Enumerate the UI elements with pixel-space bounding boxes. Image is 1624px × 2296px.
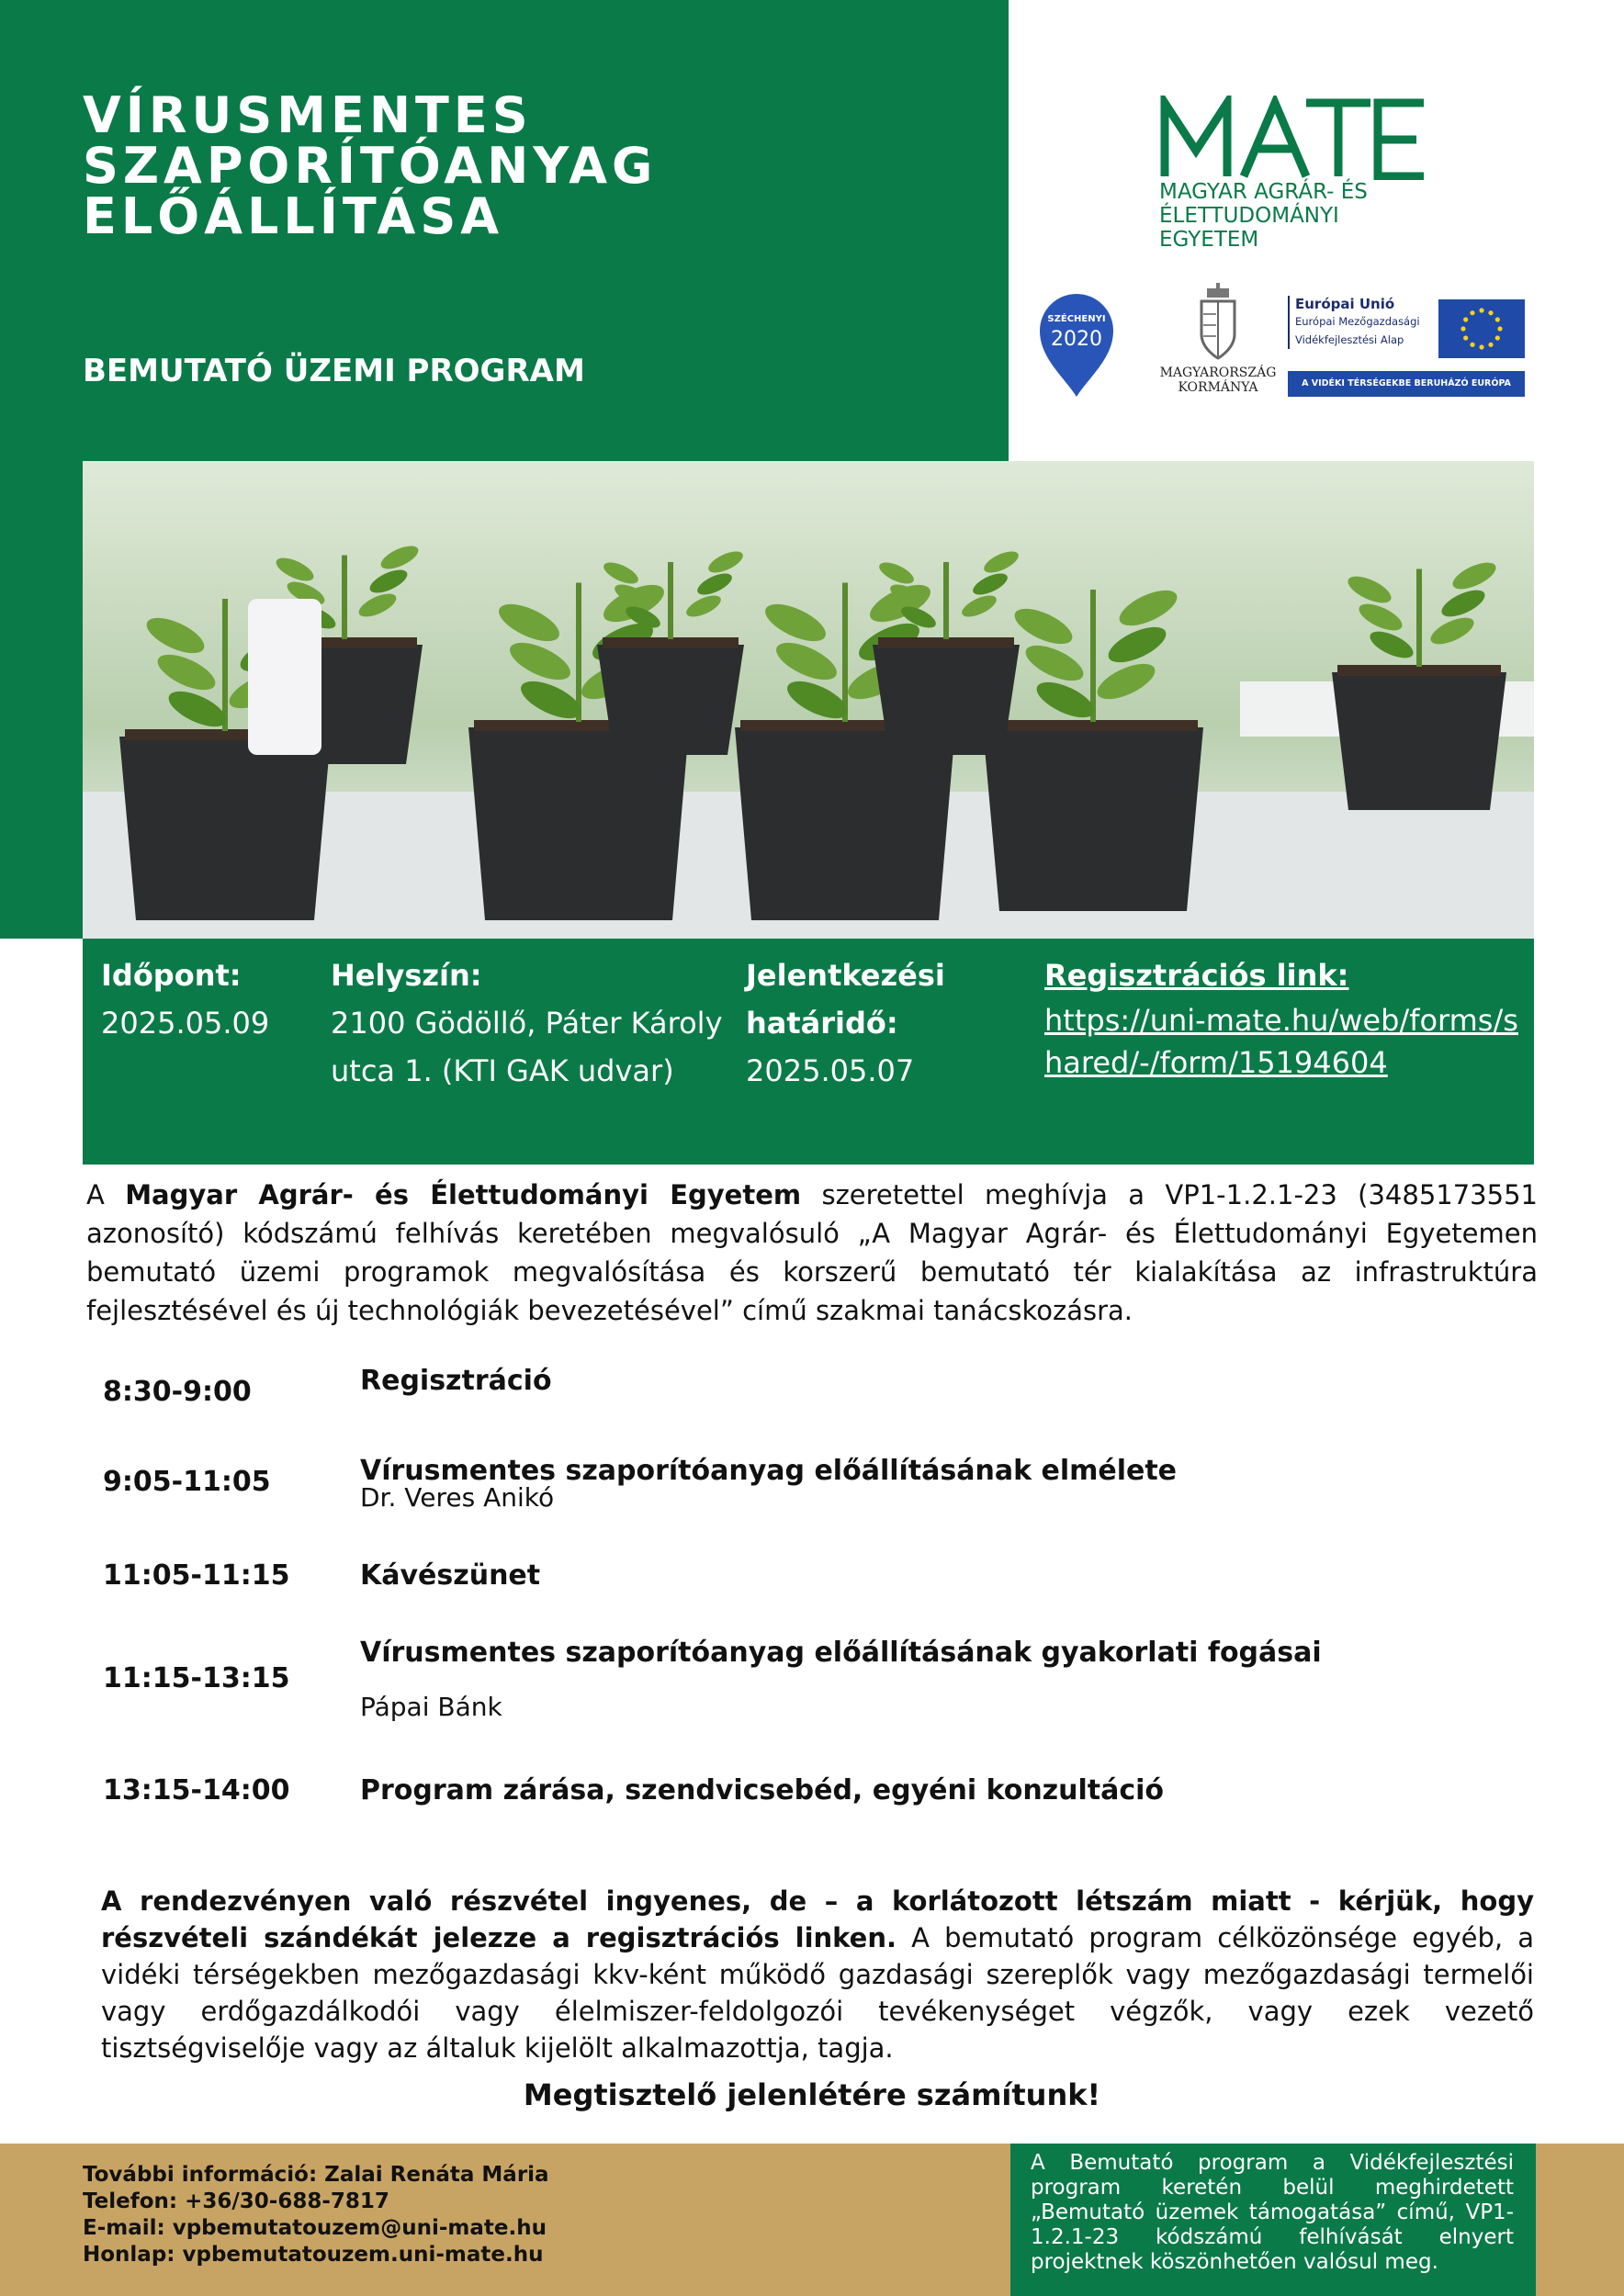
page-subtitle: BEMUTATÓ ÜZEMI PROGRAM — [83, 353, 585, 389]
eu-star-icon — [1470, 310, 1474, 315]
label-bottle — [248, 599, 321, 755]
contact-block — [83, 2162, 549, 2268]
eu-star-icon — [1488, 310, 1493, 315]
plant-pot — [468, 727, 689, 920]
registration-label: Regisztrációs link: — [1044, 958, 1349, 993]
plant-pot — [597, 645, 744, 755]
intro-rest: szeretettel meghívja a VP1-1.2.1-23 (3485173551 azonosító) kódszámú felhívás keretében megvalósuló „A Magyar Agrár- és Élettudományi Egyetemen bemutató üzemi programok megvalósítása és korszerű bemutató tér kialakítása az infrastruktúra fejlesztésével és új technológiák bevezetésével” című szakmai tanácskozásra. — [86, 1179, 1538, 1326]
location-value: 2100 Gödöllő, Páter Károly utca 1. (KTI GAK udvar) — [331, 1006, 723, 1088]
registration-link[interactable]: https://uni-mate.hu/web/forms/shared/-/form/15194604 — [1044, 1003, 1518, 1080]
deadline-column — [746, 951, 1012, 1095]
eu-logo — [1288, 296, 1525, 388]
plant-pot — [873, 645, 1020, 755]
location-column — [331, 951, 726, 1095]
page-title: VÍRUSMENTES SZAPORÍTÓANYAG ELŐÁLLÍTÁSA — [83, 86, 658, 245]
participation-rest: A bemutató program célközönsége egyéb, a vidéki térségekben mezőgazdasági kkv-ként működő gazdasági szereplők vagy mezőgazdasági termelői vagy erdőgazdálkodói vagy élelmiszer-feldolgozói tevékenységet végzők, vagy ezek vezető tisztségviselője vagy az általuk kijelölt alkalmazottja, tagja. — [101, 1922, 1534, 2064]
event-info-band — [83, 939, 1534, 1165]
eu-star-icon — [1463, 335, 1468, 340]
coat-of-arms-icon — [1196, 283, 1240, 362]
location-label: Helyszín: — [331, 958, 482, 993]
deadline-label: Jelentkezési határidő: — [746, 958, 945, 1041]
eu-text-block — [1288, 296, 1433, 349]
kormany-text: MAGYARORSZÁG KORMÁNYA — [1159, 366, 1277, 395]
schedule-time: 11:05-11:15 — [103, 1559, 290, 1592]
eu-slogan-bar: A VIDÉKI TÉRSÉGEKBE BERUHÁZÓ EURÓPA — [1288, 371, 1525, 397]
plant-pot — [735, 727, 955, 920]
eu-star-icon — [1479, 308, 1483, 312]
intro-start: A — [86, 1179, 126, 1210]
eu-star-icon — [1463, 317, 1468, 321]
intro-paragraph — [86, 1176, 1538, 1330]
schedule-title: Program zárása, szendvicsebéd, egyéni konzultáció — [360, 1774, 1165, 1806]
szechenyi-2020-logo — [1036, 290, 1117, 399]
closing-line: Megtisztelő jelenlétére számítunk! — [523, 2077, 1101, 2112]
deadline-value: 2025.05.07 — [746, 1053, 915, 1088]
schedule-title: Vírusmentes szaporítóanyag előállításának gyakorlati fogásai — [360, 1637, 1322, 1669]
contact-phone: Telefon: +36/30-688-7817 — [83, 2189, 389, 2213]
plant-pot — [1332, 672, 1506, 810]
szechenyi-year: 2020 — [1051, 328, 1102, 351]
eu-fund-line1: Európai Mezőgazdasági — [1295, 315, 1420, 328]
date-column — [101, 951, 303, 1047]
eu-star-icon — [1470, 343, 1474, 347]
schedule-title: Kávészünet — [360, 1559, 541, 1592]
funding-note: A Bemutató program a Vidékfejlesztési program keretén belül meghirdetett „Bemutató üzemek támogatása” című, VP1-1.2.1-23 kódszámú felhívását elnyert projektnek köszönhetően valósul meg. — [1031, 2151, 1514, 2274]
schedule-time: 8:30-9:00 — [103, 1376, 252, 1408]
seedlings-photo — [83, 461, 1534, 939]
schedule-time: 9:05-11:05 — [103, 1466, 271, 1498]
participation-bold: A rendezvényen való részvétel ingyenes, de – a korlátozott létszám miatt - kérjük, hogy részvételi szándékát jelezze a regisztrációs linken. — [101, 1885, 1534, 1953]
participation-paragraph — [101, 1883, 1534, 2066]
eu-star-icon — [1488, 343, 1493, 347]
schedule-title: Vírusmentes szaporítóanyag előállításának elmélete — [360, 1455, 1178, 1487]
plant-pot — [983, 727, 1203, 911]
eu-fund-line2: Vidékfejlesztési Alap — [1295, 333, 1404, 346]
intro-organization: Magyar Agrár- és Élettudományi Egyetem — [125, 1179, 802, 1210]
contact-website: Honlap: vpbemutatouzem.uni-mate.hu — [83, 2243, 544, 2267]
schedule-time: 13:15-14:00 — [103, 1774, 290, 1806]
eu-star-icon — [1460, 326, 1465, 331]
contact-person: További információ: Zalai Renáta Mária — [83, 2163, 549, 2187]
szechenyi-label: SZÉCHENYI — [1047, 314, 1106, 324]
registration-column — [1044, 951, 1527, 1084]
eu-flag-icon — [1438, 299, 1525, 358]
schedule-title: Regisztráció — [360, 1365, 552, 1397]
date-label: Időpont: — [101, 958, 242, 993]
mate-logo — [1159, 96, 1435, 252]
eu-star-icon — [1497, 326, 1502, 331]
mate-name-line1: MAGYAR AGRÁR- ÉS — [1159, 180, 1368, 204]
eu-star-icon — [1495, 317, 1500, 321]
schedule-speaker: Pápai Bánk — [360, 1692, 502, 1722]
eu-star-icon — [1479, 344, 1483, 349]
kormany-logo — [1154, 283, 1282, 395]
schedule-time: 11:15-13:15 — [103, 1662, 290, 1694]
contact-email: E-mail: vpbemutatouzem@uni-mate.hu — [83, 2216, 547, 2240]
mate-name-line2: ÉLETTUDOMÁNYI EGYETEM — [1159, 204, 1339, 252]
eu-title: Európai Unió — [1295, 296, 1395, 312]
schedule-speaker: Dr. Veres Anikó — [360, 1482, 555, 1513]
eu-star-icon — [1495, 335, 1500, 340]
mate-wordmark — [1159, 96, 1429, 180]
date-value: 2025.05.09 — [101, 1006, 270, 1041]
